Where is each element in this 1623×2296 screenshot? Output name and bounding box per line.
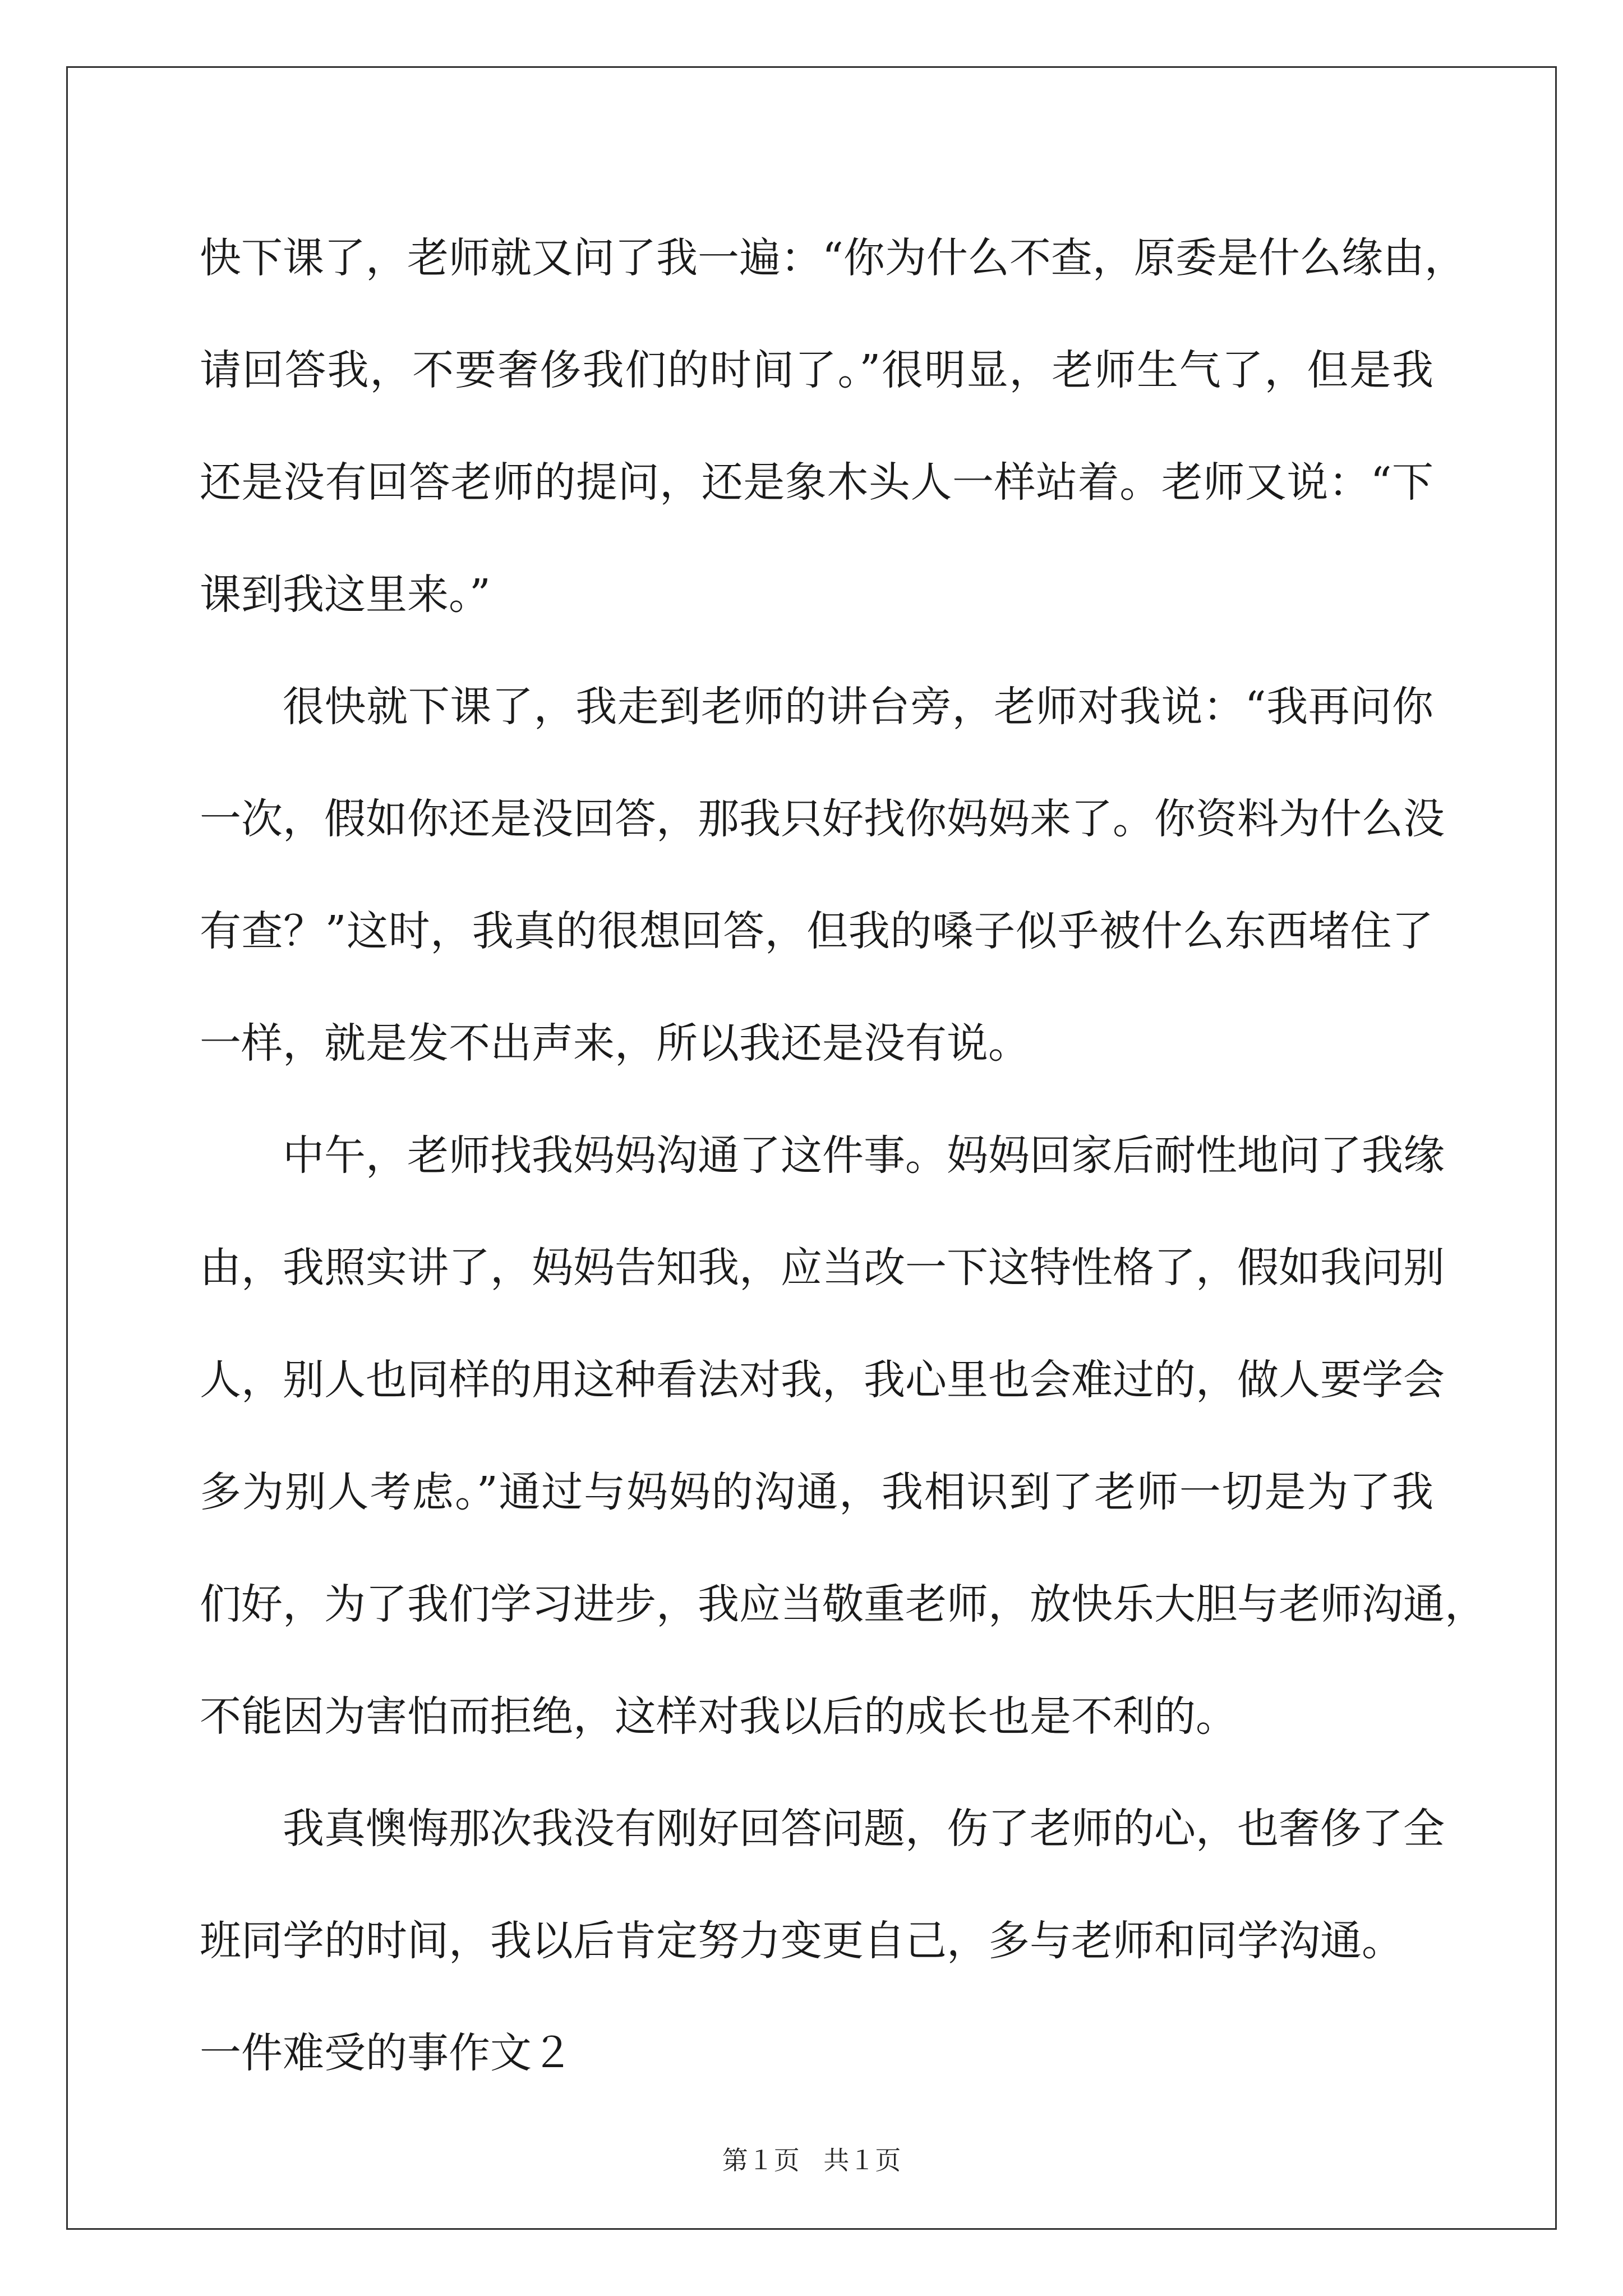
text-line: 一次，假如你还是没回答，那我只好找你妈妈来了。你资料为什么没 [200,795,1445,843]
text-line: 快下课了，老师就又问了我一遍：“你为什么不查，原委是什么缘由， [200,234,1466,282]
text-line: 有查？”这时，我真的很想回答，但我的嗓子似乎被什么东西堵住了 [200,907,1433,955]
text-line: 不能因为害怕而拒绝，这样对我以后的成长也是不利的。 [200,1692,1237,1741]
section-heading: 一件难受的事作文２ [200,2029,573,2077]
document-body [200,202,1486,2109]
text-line: 们好，为了我们学习进步，我应当敬重老师，放快乐大胆与老师沟通， [200,1580,1486,1628]
text-line: 人，别人也同样的用这种看法对我，我心里也会难过的，做人要学会 [200,1356,1445,1404]
page-footer [0,2140,1623,2177]
text-line: 课到我这里来。” [200,570,491,619]
text-line: 还是没有回答老师的提问，还是象木头人一样站着。老师又说：“下 [200,458,1433,507]
text-line: 我真懊悔那次我没有刚好回答问题，伤了老师的心，也奢侈了全 [283,1805,1445,1853]
text-line: 中午，老师找我妈妈沟通了这件事。妈妈回家后耐性地问了我缘 [283,1131,1445,1180]
text-line: 班同学的时间，我以后肯定努力变更自己，多与老师和同学沟通。 [200,1917,1403,1965]
text-line: 请回答我，不要奢侈我们的时间了。”很明显，老师生气了，但是我 [200,346,1433,394]
text-line: 由，我照实讲了，妈妈告知我，应当改一下这特性格了，假如我问别 [200,1244,1445,1292]
text-line: 很快就下课了，我走到老师的讲台旁，老师对我说：“我再问你 [283,683,1433,731]
text-line: 多为别人考虑。”通过与妈妈的沟通，我相识到了老师一切是为了我 [200,1468,1433,1516]
page-total: 共１页 [823,2145,901,2175]
page-number: 第１页 [722,2145,800,2175]
text-line: 一样，就是发不出声来，所以我还是没有说。 [200,1019,1030,1068]
